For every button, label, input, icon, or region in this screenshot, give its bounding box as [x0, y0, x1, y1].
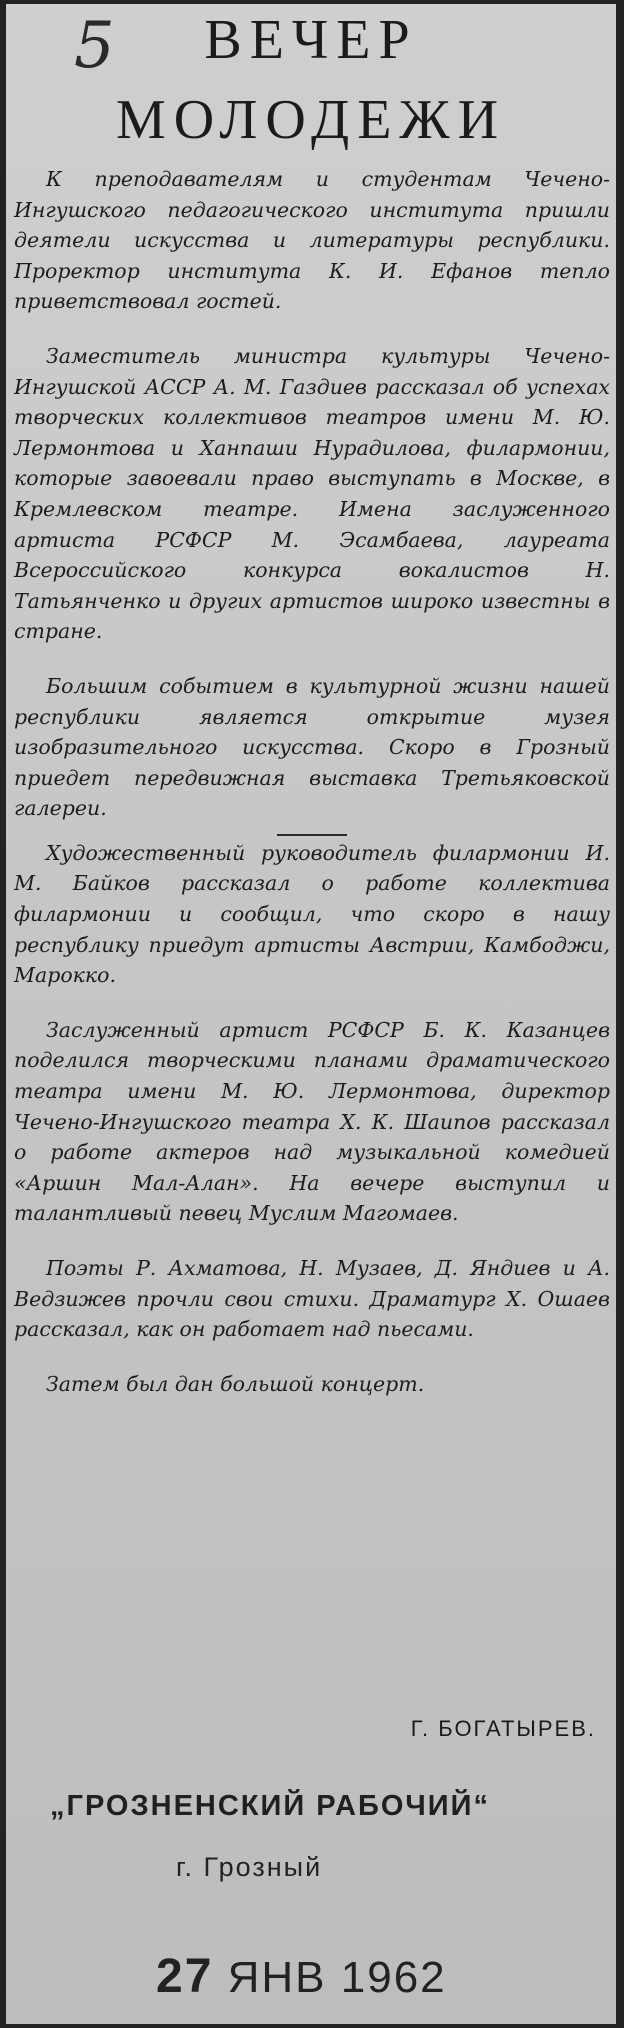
city-stamp: г. Грозный [176, 1852, 323, 1882]
headline-line-1: ВЕЧЕР [204, 9, 418, 71]
section-divider [277, 834, 347, 836]
newspaper-clipping [6, 4, 616, 2024]
article-body [14, 164, 610, 1409]
paragraph-2: Заместитель министра культуры Чечено-Ингушской АССР А. М. Газдиев рассказал об успехах творческих коллективов театров имени М. Ю. Лермонтова и Ханпаши Нурадилова, филармонии, которые завоевали право выступать в Москве, в Кремлевском театре. Имена заслуженного артиста РСФСР М. Эсамбаева, лауреата Всероссийского конкурса вокалистов Н. Татьянченко и других артистов широко известны в стране. [14, 343, 610, 644]
paragraph-5: Заслуженный артист РСФСР Б. К. Казанцев поделился творческими планами драматического театра имени М. Ю. Лермонтова, директор Чечено-Ингушского театра Х. К. Шаипов рассказал о работе актеров над музыкальной комедией «Аршин Мал-Алан». На вечере выступил и талантливый певец Муслим Магомаев. [14, 1017, 610, 1226]
date-stamp [156, 1949, 447, 2004]
paragraph-3: Большим событием в культурной жизни нашей республики является открытие музея изобразительного искусства. Скоро в Грозный приедет передвижная выставка Третьяковской галереи. [14, 673, 610, 821]
handwritten-number: 5 [74, 9, 115, 83]
newspaper-name-stamp: „ГРОЗНЕНСКИЙ РАБОЧИЙ“ [50, 1790, 490, 1822]
paragraph-7: Затем был дан большой концерт. [46, 1371, 425, 1396]
headline-line-2: МОЛОДЕЖИ [115, 89, 507, 151]
date-month: ЯНВ [227, 1953, 327, 2002]
date-year: 1962 [340, 1953, 447, 2002]
paragraph-1: К преподавателям и студентам Чечено-Ингушского педагогического института пришли деятели искусства и литературы республики. Проректор института К. И. Ефанов тепло приветствовал гостей. [14, 167, 610, 314]
author-signature: Г. БОГАТЫРЕВ. [410, 1716, 596, 1741]
date-day: 27 [156, 1950, 214, 2003]
paragraph-6: Поэты Р. Ахматова, Н. Музаев, Д. Яндиев и А. Ведзижев прочли свои стихи. Драматург Х. Ошаев рассказал, как он работает над пьесами. [14, 1256, 610, 1342]
paragraph-4: Художественный руководитель филармонии И. М. Байков рассказал о работе коллектива филармонии и сообщил, что скоро в нашу республику приедут артисты Австрии, Камбоджи, Марокко. [14, 840, 610, 988]
